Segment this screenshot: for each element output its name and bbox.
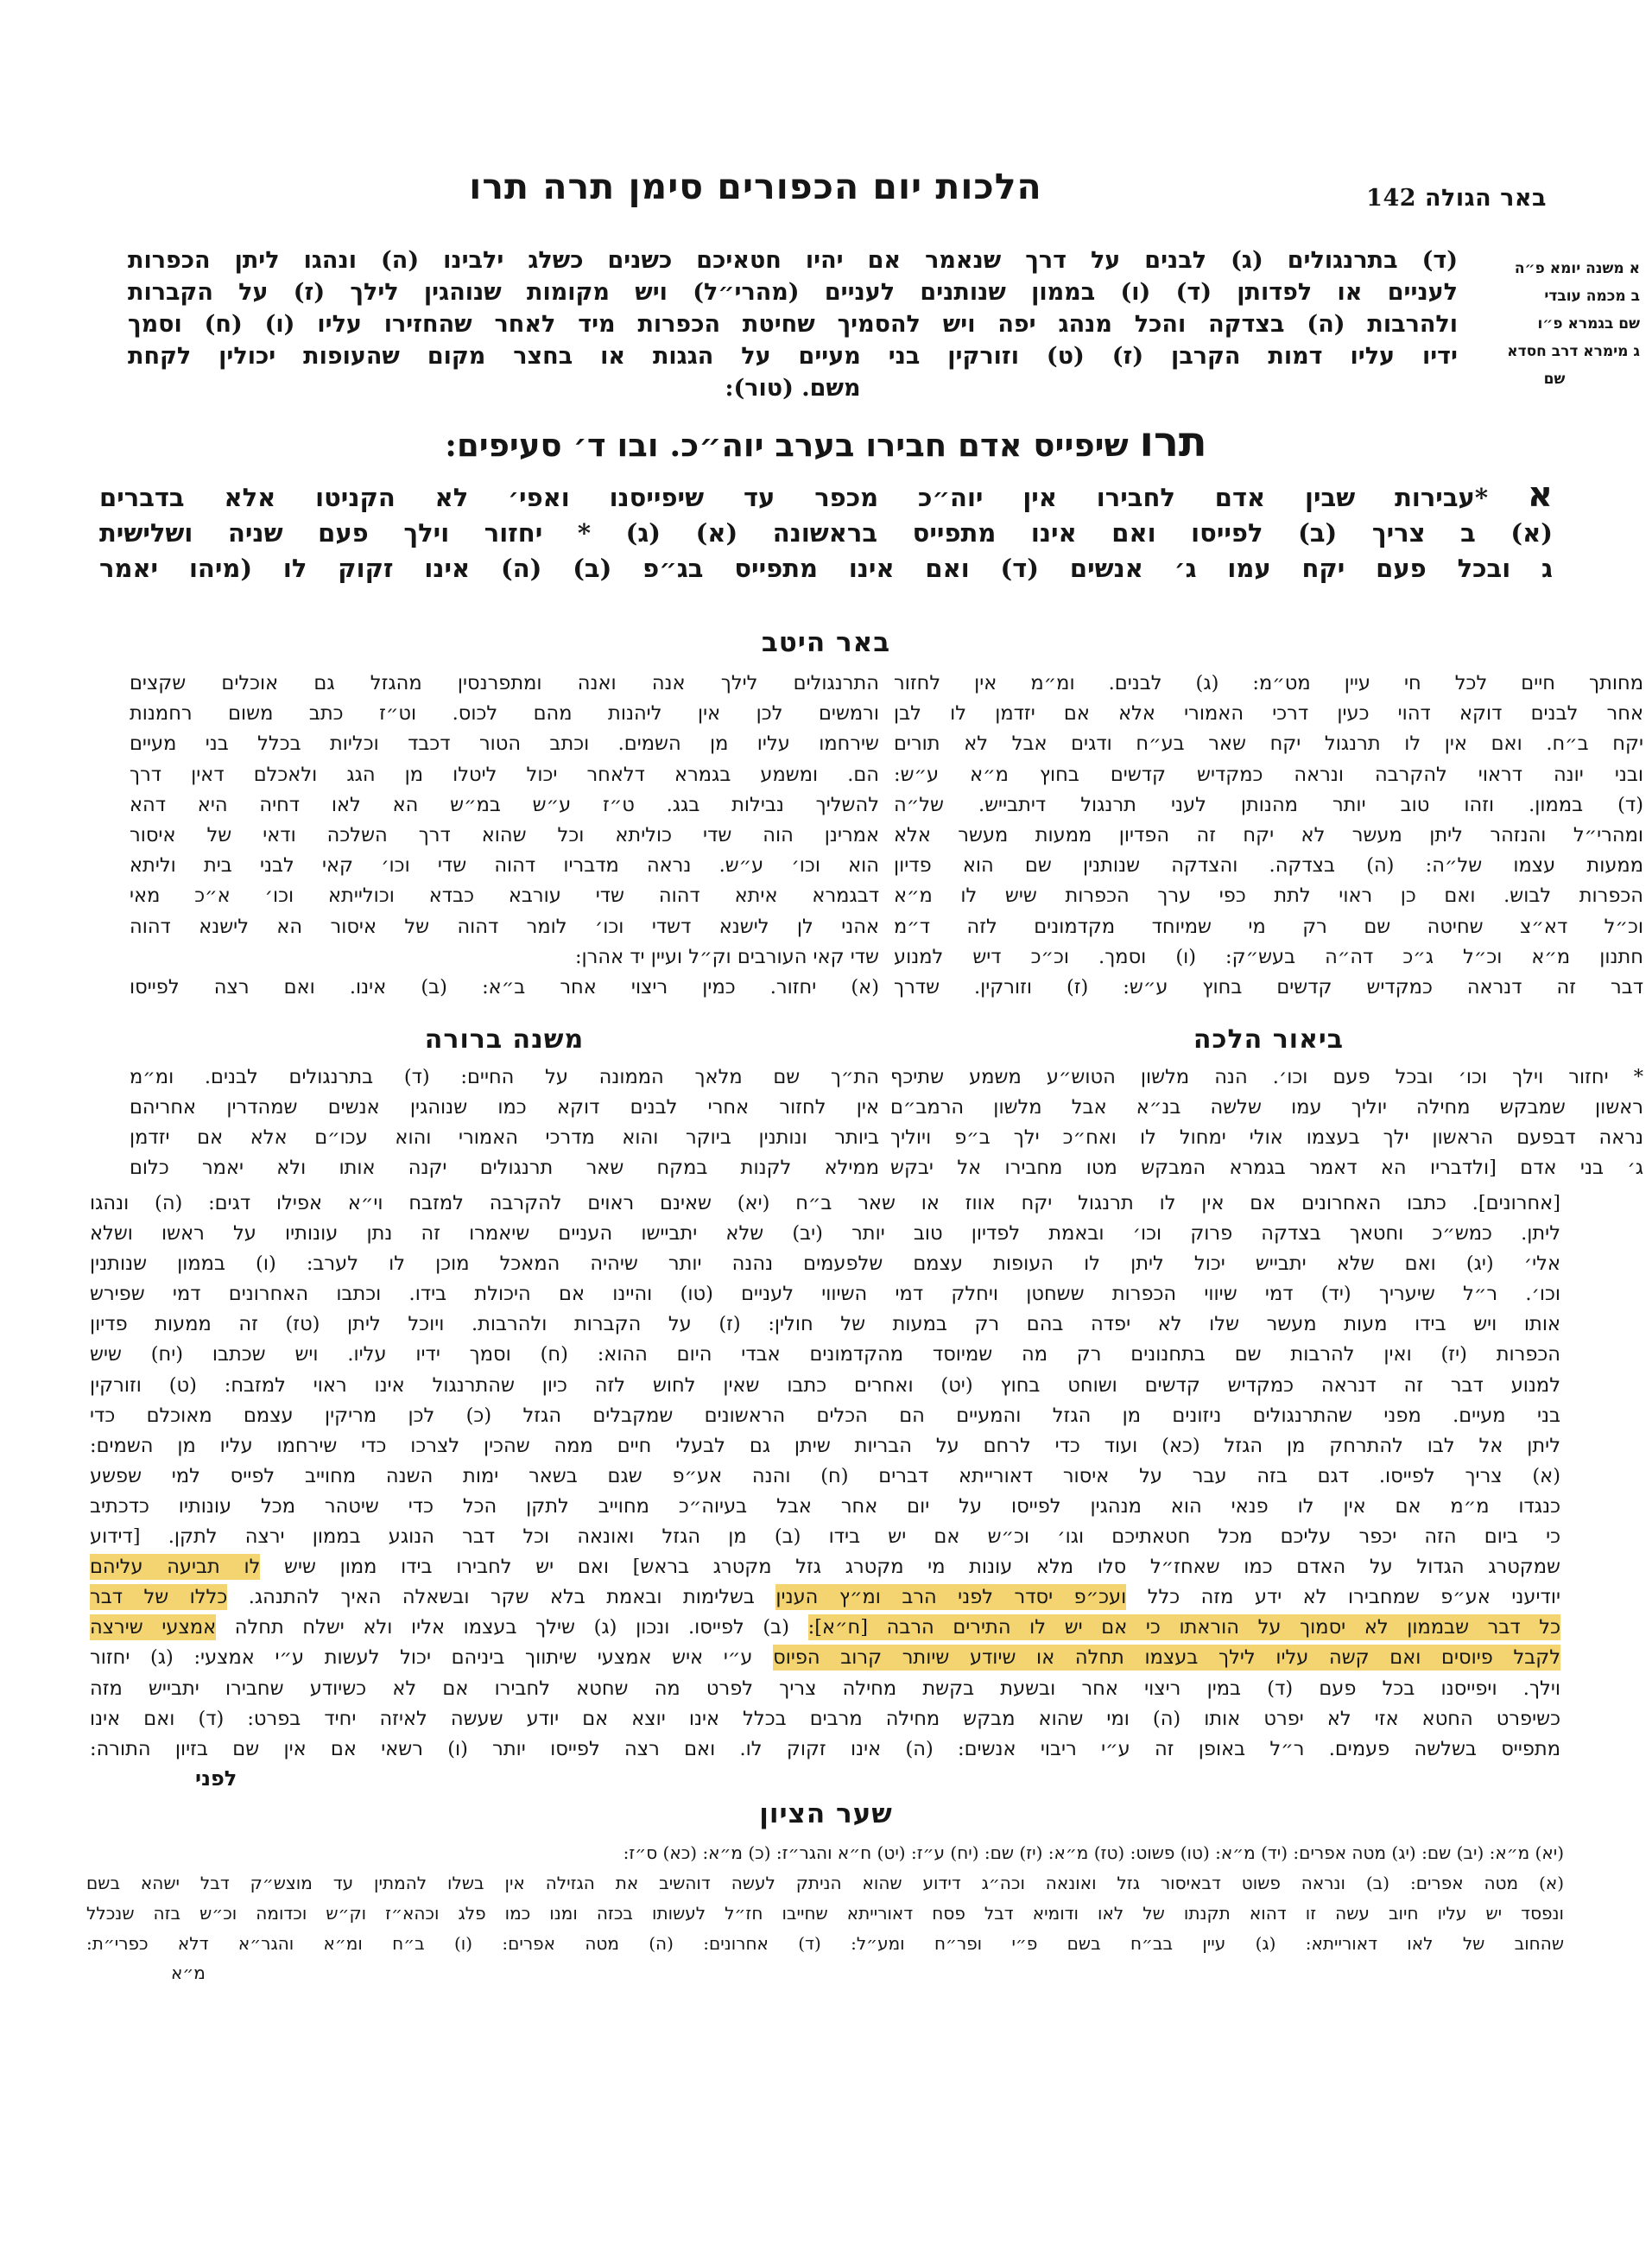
text-line: [90, 1461, 1560, 1492]
text-line: [90, 1552, 1560, 1582]
volume-label: באר הגולה: [1424, 185, 1547, 212]
text-segment: כי ביום הזה יכפר עליכם מכל חטאתיכם וגו׳ וכ״ש אם יש בידו (ב) מן הגזל ואונאה וכל דבר הנוגע בממון ירצה לתקן. [דידוע: [90, 1525, 1560, 1549]
text-line: וכ״ל דא״צ שחיטה שם רק מי שמיוחד מקדמונים לזה ד״מ: [894, 915, 1643, 938]
text-line: (א) ב צריך (ב) לפייסו ואם אינו מתפייס בראשונה (א) (ג) * יחזור וילך פעם שניה ושלישית: [99, 518, 1553, 548]
text-line: הוא וכו׳ ע״ש. נראה מדבריו דהוה שדי וכו׳ קאי לבני בית וליתא: [130, 854, 879, 878]
catchword: לפני: [195, 1766, 237, 1791]
text-line: ראשון שמבקש מחילה יוליך עמו שלשה בנ״א אבל מלשון הרמב״ם: [890, 1096, 1643, 1119]
highlighted-text: כל דבר שבממון לא יסמוך על הוראתו כי אם יש לו התירים הרבה [ח״א]:: [807, 1616, 1560, 1639]
text-line: [90, 1431, 1560, 1461]
shaar-hatziyun-text: [86, 1838, 1564, 1959]
text-line: ומהרי״ל והנזהר ליתן מעשר לא יקח זה הפדיון ממעות מעשר אלא: [894, 824, 1643, 847]
siman-number: תרו: [1139, 418, 1207, 466]
text-segment: בשלימות ובאמת בלא שקר ובשאלה האיך להתנהג.: [227, 1586, 776, 1609]
text-segment: אותו ויש בידו מעות מעשר שלו לא יפדה בהם רק במעות של חולין: (ז) על הקברות ולהרבות. ויוכל ליתן (טז) זה ממעות פדיון: [90, 1313, 1560, 1336]
text-segment: בני מעיים. מפני שהתרנגולים ניזונים מן הגזל והמעיים הם הכלים הראשונים שמקבלים הגזל (כ) לכן מריקין עצמם מאוכלם כדי: [90, 1404, 1560, 1427]
text-line: ולהרבות (ה) בצדקה והכל מנהג יפה ויש להסמיך שחיטת הכפרות מיד לאחר שהחזירו עליו (ו) (ח) וסמך: [128, 311, 1458, 338]
text-line: הת״ך שם מלאך הממונה על החיים: (ד) בתרנגולים לבנים. ומ״מ: [130, 1066, 879, 1088]
text-line: (א) יחזור. כמין ריצוי אחר ב״א: (ב) אינו. ואם רצה לפייסו: [130, 976, 879, 999]
text-line: א משנה יומא פ״ה: [1514, 260, 1640, 277]
text-line: (יא) מ״א: (יב) שם: (יג) מטה אפרים: (יד) מ״א: (טו) פשוט: (טז) מ״א: (יז) שם: (יח) ע״ז: (יט) ח״א והגר״ז: (כ) מ״א: (כא) ס״ז:: [623, 1842, 1564, 1863]
text-line: ג׳ בני אדם [ולדבריו הא דאמר בגמרא המבקש מטו מחבירו אל יבקש: [890, 1157, 1643, 1179]
text-line: דבר זה דנראה כמקדיש קדשים בחוץ ע״ש: (ז) וזורקין. שדרך: [894, 976, 1643, 999]
highlighted-text: כללו של דבר: [90, 1586, 228, 1609]
text-line: יקח ב״ח. ואם אין לו תרנגול יקח שאר בע״ח ודגים אבל לא תורים: [894, 732, 1643, 756]
text-line: אמרינן הוה שדי כוליתא וכל שהוא דרך השלכה ודאי של איסור: [130, 824, 879, 847]
text-line: ורמשים לכן אין ליהנות מהם לכוס. וט״ז כתב משום רחמנות: [130, 702, 879, 726]
text-line: הם. ומשמע בגמרא דלאחר יכול ליטלו מן הגג ולאכלם דאין דרך: [130, 763, 879, 786]
beer-heitev-right-column: [894, 669, 1643, 1003]
beer-heitev-heading: באר היטב: [761, 627, 891, 658]
highlighted-text: אמצעי שירצה: [90, 1616, 217, 1639]
text-line: ב מכמה עובדי: [1544, 288, 1640, 305]
text-line: (ד) בממון. וזהו טוב יותר מהנותן לעני תרנגול דיתבייש. של״ה: [894, 793, 1643, 816]
text-segment: וילך. ויפייסנו בכל פעם (ד) במין ריצוי אחר ובשעת בקשת מחילה צריך לפרט מה שחטא לחבירו אם לא כשיודע שחבירו יתבייש מזה: [90, 1677, 1560, 1700]
text-line: לעניים או לפדותן (ד) (ו) בממון שנותנים לעניים (מהרי״ל) ויש מקומות שנוהגין לילך (ז) על הקברות: [128, 279, 1458, 306]
text-line: ביותר ונותנין ביוקר והוא מדרכי האמורי והוא עכו״ם אלא אם יזדמן: [130, 1126, 879, 1149]
text-line: [90, 1704, 1560, 1734]
text-line: [90, 1674, 1560, 1704]
text-line: מחותך חיים לכל חי עיין מט״מ: (ג) לבנים. ומ״מ אין לחזור: [894, 672, 1643, 694]
rama-gloss-block: [128, 244, 1458, 404]
text-line: שירחמו עליו מן השמים. וכתב הטור דכבד וכליות בכלל בני מעיים: [130, 732, 879, 756]
text-line: אחר לבנים דוקא דהוי כעין דרכי האמורי אלא אם יזדמן לו לבן: [894, 702, 1643, 726]
text-line: (ד) בתרנגולים (ג) לבנים על דרך שנאמר אם יהיו חטאיכם כשנים כשלג ילבינו (ה) ונהגו ליתן הכפרות: [128, 247, 1458, 274]
text-line: ג ובכל פעם יקח עמו ג׳ אנשים (ד) ואם אינו מתפייס בג״פ (ב) (ה) אינו זקוק לו (מיהו יאמר: [99, 554, 1553, 583]
text-line: ג מימרא דרב חסדא: [1507, 343, 1640, 360]
beer-hagolah-margin-notes: [1469, 255, 1640, 393]
text-line: שם בגמרא פ״ו: [1537, 315, 1640, 333]
text-line: [90, 1279, 1560, 1309]
text-line: ממעות עצמו של״ה: (ה) בצדקה. והצדקה שנותנין שם הוא פדיון: [894, 854, 1643, 878]
highlighted-text: לו תביעה עליהם: [90, 1556, 261, 1579]
shaar-hatziyun-heading: שער הציון: [759, 1798, 893, 1829]
text-line: [90, 1582, 1560, 1613]
text-line: [90, 1189, 1560, 1219]
text-line: [90, 1401, 1560, 1431]
text-segment: וכו׳. ר״ל שיעריך (יד) דמי שיווי הכפרות ששחטן ויחלק דמי השיווי לעניים (טו) והיינו אם היכולת בידו. וכתבו האחרונים דמי שפירש: [90, 1283, 1560, 1306]
text-segment: ליתן אל לבו להתרחק מן הגזל (כא) ועוד כדי לרחם על הבריות שיתן גם לבעלי חיים ממה שהכין לצרכו כדי שירחמו עליו מן השמים:: [90, 1434, 1560, 1457]
text-line: אין לחזור אחרי לבנים דוקא כמו שנוהגין אנשים שמהדרין אחריהם: [130, 1096, 879, 1119]
text-line: [90, 1371, 1560, 1401]
text-line: [90, 1522, 1560, 1552]
siman-heading: [0, 418, 1652, 466]
text-line: שם: [1543, 371, 1566, 388]
text-segment: שמקטרג הגדול על האדם כמו שאחז״ל סלו מלא עונות מי מקטרג גזל מקטרג בראש] ואם יש לחבירו בידו ממון שיש: [260, 1556, 1560, 1579]
text-line: שדי קאי העורבים וק״ל ועיין יד אהרן:: [574, 945, 879, 968]
mishna-berura-full-text: [90, 1189, 1560, 1765]
text-segment: [אחרונים]. כתבו האחרונים אם אין לו תרנגול יקח אווז או שאר ב״ח (יא) שאינם ראוים להקרבה למזבח וי״א אפילו דגים: (ה) ונהגו: [90, 1192, 1560, 1214]
page-number: 142: [1366, 185, 1417, 212]
text-line: [90, 1613, 1560, 1643]
text-line: [90, 1249, 1560, 1279]
text-segment: אלי׳ (יג) ואם שלא יתבייש יכול ליתן לו העופות עצמם שלפעמים נהנה יותר שיהיה המאכל מוכן לו לערב: (ו) בממון שנותנין: [90, 1252, 1560, 1276]
text-line: נראה דבפעם הראשון ילך בעצמו אולי ימחול לו ואח״כ ילך ב״פ ויוליך: [890, 1126, 1643, 1149]
text-line: [90, 1219, 1560, 1249]
shulchan-aruch-text: [99, 474, 1553, 586]
text-line: א *עבירות שבין אדם לחבירו אין יוה״כ מכפר עד שיפייסנו ואפי׳ לא הקניטו אלא בדברים: [99, 474, 1553, 515]
mishna-berura-column: [130, 1062, 879, 1183]
mishna-berura-heading: משנה ברורה: [424, 1024, 585, 1055]
text-segment: כשיפרט החטא אזי לא יפרט אותו (ה) ומי שהוא מבקש מחילה מרבים בכלל אינו יוצא אם יודע שעשה לאיזה יחיד בפרט: (ד) ואם אינו: [90, 1707, 1560, 1730]
text-line: [90, 1734, 1560, 1765]
highlighted-text: ועכ״פ יסדר לפני הרב ומ״ץ הענין: [775, 1586, 1127, 1609]
text-line: [90, 1643, 1560, 1673]
text-line: משם. (טור):: [725, 375, 861, 402]
text-line: התרנגולים לילך אנה ואנה ומתפרנסין מהגזל גם אוכלים שקצים: [130, 672, 879, 694]
text-line: הכפרות לבוש. ואם כן ראוי לתת כפי ערך הכפרות שיש לו מ״א: [894, 884, 1643, 908]
text-line: [90, 1309, 1560, 1340]
text-line: (א) מטה אפרים: (ב) ונראה פשוט דבאיסור גזל ואונאה וכה״ג דידוע שהוא הניתק לעשה דוהשיב את הגזילה אין בשלו להמתין עד מוצש״ק דבל ישהא בשם: [86, 1873, 1564, 1893]
text-line: חתנון מ״א וכ״ל ג״כ דה״ה בעש״ק: (ו) וסמך. וכ״כ דיש למנוע: [894, 945, 1643, 968]
text-segment: (א) צריך לפייסו. דגם בזה עבר על איסור דאורייתא דברים (ח) והנה אע״פ שגם בשאר ימות השנה מחוייב לפייס למי שפשע: [90, 1464, 1560, 1487]
siman-heading-text: שיפייס אדם חבירו בערב יוה״כ. ובו ד׳ סעיפים:: [445, 426, 1129, 464]
text-line: דבגמרא איתא דהוה שדי עורבא כבדא וכולייתא וכו׳ א״כ מאי: [130, 884, 879, 908]
text-line: ממילא לקנות במקח שאר תרנגולים יקנה אותו ולא יאמר כלום: [130, 1157, 879, 1179]
text-segment: כנגדו מ״מ אם אין לו פנאי הוא מנהגין לפייסו על יום אחר אבל בעיוה״כ מחוייב לתקן הכל כדי שיטהר מכל עונותיו כדכתיב: [90, 1494, 1560, 1518]
page-title: הלכות יום הכפורים סימן תרה תרו: [469, 166, 1042, 207]
biur-halacha-column: [890, 1062, 1643, 1183]
volume-page-ref: [1366, 185, 1547, 212]
text-line: [90, 1492, 1560, 1522]
biur-halacha-heading: ביאור הלכה: [1193, 1024, 1345, 1055]
text-line: ובני יונה דראוי להקרבה ונראה כמקדיש קדשים בחוץ מ״א ע״ש:: [894, 763, 1643, 786]
text-segment: מתפייס בשלשה פעמים. ר״ל באופן זה ע״י ריבוי אנשים: (ה) אינו זקוק לו. ואם רצה לפייסו יותר (ו) רשאי אם אין שם בזיון התורה:: [90, 1737, 1560, 1760]
text-segment: ליתן. כמש״כ וחטאך בצדקה פרוק וכו׳ ובאמת לפדיון טוב יותר (יב) שלא יתביישו העניים שיאמרו זה נתן עונותיו על ראשו ושלא: [90, 1222, 1560, 1246]
text-segment: למנוע דבר זה דנראה כמקדיש קדשים ושוחט בחוץ (יט) ואחרים כתבו שאין לחוש לזה כיון שהתרנגול אינו ראוי למזבח: (ט) וזורקין: [90, 1373, 1560, 1397]
shaar-hatziyun-tail: מ״א: [171, 1962, 206, 1983]
text-segment: ע״י איש אמצעי שיתווך ביניהם יכול לעשות ע״י אמצעי: (ג) יחזור: [90, 1646, 774, 1670]
text-line: * יחזור וילך וכו׳ ובכל פעם וכו׳. הנה מלשון הטוש״ע משמע שתיכף: [890, 1066, 1643, 1088]
highlighted-text: לקבל פיוסים ואם קשה עליו לילך בעצמו תחלה או שיודע שיותר קרוב הפיוס: [773, 1646, 1560, 1670]
text-line: אהני לן לישנא דשדי וכו׳ לומר דהוה של איסור הא לישנא דהוה: [130, 915, 879, 938]
text-line: שהחוב של לאו דאורייתא: (ג) עיין בב״ח בשם פ״י ופר״ח ומע״ל: (ד) אחרונים: (ה) מטה אפרים: (ו) ב״ח ומ״א והגר״א דלא כפרי״ת:: [86, 1933, 1564, 1954]
text-line: ידיו עליו דמות הקרבן (ז) (ט) וזורקין בני מעיים על הגגות או בחצר מקום שהעופות יכולין לקחת: [128, 343, 1458, 370]
text-line: [90, 1340, 1560, 1370]
beer-heitev-left-column: [130, 669, 879, 1003]
text-segment: יודיעני אע״פ שמחבירו לא ידע מזה כלל: [1126, 1586, 1560, 1609]
text-line: להשליך נבילות בגג. ט״ז ע״ש במ״ש הא לאו דחיה היא דהא: [130, 793, 879, 816]
text-segment: (ב) לפייסו. ונכון (ג) שילך בעצמו אליו ולא ישלח תחלה: [216, 1616, 808, 1639]
text-line: ונפסד יש עליו חיוב עשה זו דהוא תקנתו של לאו ודומיא דבל פסח דאורייתא שחייבו חז״ל לעשותו בכזה ומנו כמו פלג וכהא״ז וק״ש וכדומה וכ״ש בזה שנכלל: [86, 1903, 1564, 1924]
text-segment: הכפרות (יז) ואין להרבות שם בתחנונים רק מה שמיוסד מהקדמונים אבדי היום ההוא: (ח) וסמך ידיו עליו. ויש שכתבו (יח) שיש: [90, 1343, 1560, 1366]
